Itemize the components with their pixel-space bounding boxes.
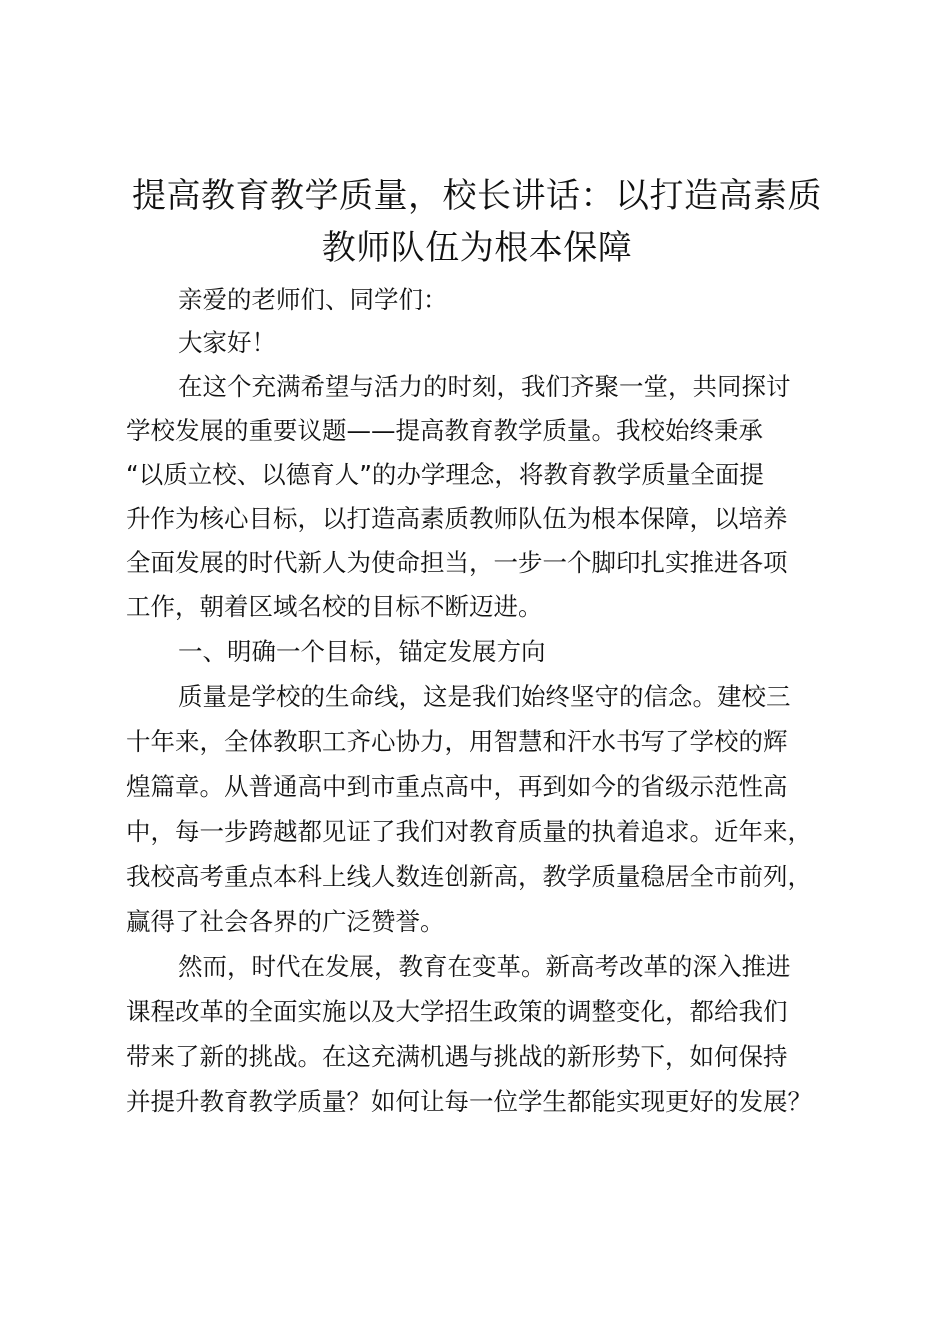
greeting: 大家好！ <box>178 328 276 357</box>
document-title-line-1: 提高教育教学质量，校长讲话：以打造高素质 <box>132 176 822 216</box>
document-title-line-2: 教师队伍为根本保障 <box>321 228 633 268</box>
paragraph-line: 煌篇章。从普通高中到市重点高中，再到如今的省级示范性高 <box>126 772 788 801</box>
paragraph-line: 然而，时代在发展，教育在变革。新高考改革的深入推进 <box>178 952 791 981</box>
paragraph-line: 赢得了社会各界的广泛赞誉。 <box>126 907 445 936</box>
paragraph-line: 并提升教育教学质量？如何让每一位学生都能实现更好的发展？ <box>126 1087 812 1116</box>
paragraph-line: 带来了新的挑战。在这充满机遇与挑战的新形势下，如何保持 <box>126 1042 788 1071</box>
paragraph-line: 工作，朝着区域名校的目标不断迈进。 <box>126 592 543 621</box>
paragraph-line: 我校高考重点本科上线人数连创新高，教学质量稳居全市前列， <box>126 862 812 891</box>
paragraph-line: “以质立校、以德育人”的办学理念，将教育教学质量全面提 <box>126 460 764 489</box>
paragraph-line: 十年来，全体教职工齐心协力，用智慧和汗水书写了学校的辉 <box>126 727 788 756</box>
paragraph-line: 质量是学校的生命线，这是我们始终坚守的信念。建校三 <box>178 682 791 711</box>
salutation: 亲爱的老师们、同学们： <box>178 285 448 314</box>
paragraph-line: 全面发展的时代新人为使命担当，一步一个脚印扎实推进各项 <box>126 548 788 577</box>
paragraph-line: 中，每一步跨越都见证了我们对教育质量的执着追求。近年来， <box>126 817 812 846</box>
paragraph-line: 在这个充满希望与活力的时刻，我们齐聚一堂，共同探讨 <box>178 372 791 401</box>
section-heading: 一、明确一个目标，锚定发展方向 <box>178 637 546 666</box>
paragraph-line: 升作为核心目标，以打造高素质教师队伍为根本保障，以培养 <box>126 504 788 533</box>
paragraph-line: 学校发展的重要议题——提高教育教学质量。我校始终秉承 <box>126 416 763 445</box>
paragraph-line: 课程改革的全面实施以及大学招生政策的调整变化，都给我们 <box>126 997 788 1026</box>
